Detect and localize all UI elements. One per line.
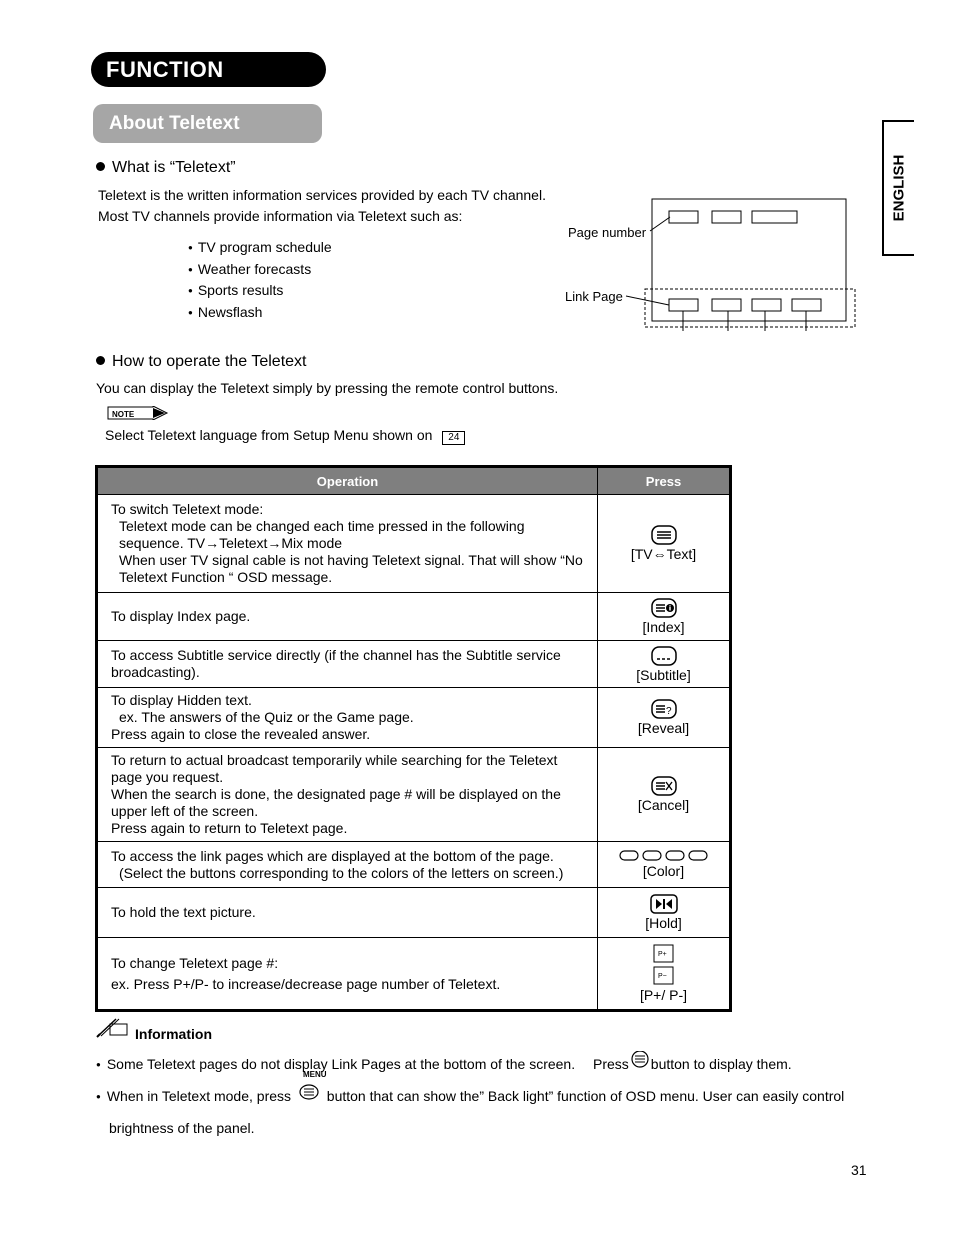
pencil-note-icon bbox=[96, 1016, 130, 1038]
what-is-line2: Most TV channels provide information via Teletext such as: bbox=[98, 208, 463, 224]
table-row bbox=[97, 748, 731, 842]
subsection-banner: About Teletext bbox=[93, 104, 322, 143]
op-line: Press again to return to Teletext page. bbox=[111, 820, 348, 836]
what-is-heading bbox=[96, 159, 236, 177]
op-line: ex. Press P+/P- to increase/decrease page number of Teletext. bbox=[111, 975, 501, 992]
op-line: Press again to close the revealed answer. bbox=[111, 726, 371, 742]
op-line: To access the link pages which are displayed at the bottom of the page. bbox=[111, 847, 554, 864]
page-number: 31 bbox=[851, 1162, 867, 1178]
page-number-box bbox=[669, 211, 698, 223]
info-text: ● Some Teletext pages do not display Link Pages at the bottom of the screen. bbox=[96, 1056, 575, 1072]
hold-icon bbox=[650, 894, 678, 914]
press-label: [Index] bbox=[642, 619, 685, 635]
header-box bbox=[712, 211, 741, 223]
page-number-label: Page number bbox=[568, 225, 647, 240]
cancel-icon bbox=[651, 776, 677, 796]
svg-text:?: ? bbox=[665, 706, 672, 717]
page-number-leader bbox=[650, 217, 670, 231]
table-row bbox=[97, 641, 731, 688]
index-icon bbox=[651, 598, 677, 618]
press-cell bbox=[598, 641, 731, 688]
col-press-header: Press bbox=[598, 467, 731, 495]
op-line: When the search is done, the designated page # will be displayed on the bbox=[111, 786, 561, 802]
note-icon bbox=[107, 406, 169, 420]
press-label: [Hold] bbox=[645, 915, 682, 931]
press-label: [P+/ P-] bbox=[639, 987, 688, 1003]
op-line: To access Subtitle service directly (if the channel has the Subtitle service bbox=[111, 647, 561, 663]
page-up-down-icon bbox=[653, 944, 675, 986]
col-operation-header: Operation bbox=[97, 467, 598, 495]
link-box bbox=[712, 299, 741, 311]
op-line: page you request. bbox=[111, 769, 224, 785]
link-box bbox=[792, 299, 821, 311]
operation-cell bbox=[97, 495, 598, 593]
press-cell bbox=[598, 688, 731, 748]
press-label: [TV⇔Text] bbox=[630, 546, 697, 562]
list-item: ● Newsflash bbox=[188, 304, 262, 320]
info-item-2-continued: brightness of the panel. bbox=[109, 1120, 255, 1136]
info-item-1 bbox=[96, 1051, 792, 1072]
operation-cell bbox=[97, 641, 598, 688]
page-ref-badge: 24 bbox=[442, 431, 465, 445]
press-label: [Cancel] bbox=[637, 797, 690, 813]
information-heading: Information bbox=[135, 1026, 212, 1042]
operations-table bbox=[95, 465, 732, 1012]
press-cell bbox=[598, 495, 731, 593]
op-line: ex. The answers of the Quiz or the Game page. bbox=[119, 709, 414, 725]
operation-cell bbox=[97, 842, 598, 888]
table-row bbox=[97, 593, 731, 641]
bullet-icon bbox=[96, 356, 105, 365]
link-page-label: Link Page bbox=[565, 289, 623, 304]
link-box bbox=[752, 299, 781, 311]
op-line: To switch Teletext mode: bbox=[111, 501, 264, 517]
operation-cell bbox=[97, 748, 598, 842]
note-badge-text: NOTE bbox=[112, 410, 135, 419]
info-text: ● When in Teletext mode, press bbox=[96, 1088, 291, 1104]
how-to-intro: You can display the Teletext simply by pressing the remote control buttons. bbox=[96, 380, 559, 396]
op-line: To display Hidden text. bbox=[111, 692, 252, 708]
color-buttons-icon bbox=[619, 850, 709, 862]
op-line: When user TV signal cable is not having Teletext signal. That will show “No bbox=[119, 552, 583, 568]
op-line: To return to actual broadcast temporarily while searching for the Teletext bbox=[111, 752, 558, 768]
op-line: broadcasting). bbox=[111, 664, 200, 680]
press-cell bbox=[598, 593, 731, 641]
info-item-2 bbox=[96, 1084, 844, 1104]
language-tab-label: ENGLISH bbox=[890, 154, 908, 222]
menu-button-icon bbox=[298, 1084, 320, 1102]
table-row bbox=[97, 495, 731, 593]
operation-cell bbox=[97, 688, 598, 748]
list-item: ● TV program schedule bbox=[188, 239, 332, 255]
how-to-heading bbox=[96, 353, 307, 371]
info-text: button that can show the” Back light” function of OSD menu. User can easily control bbox=[326, 1088, 845, 1104]
header-box bbox=[752, 211, 797, 223]
section-banner: FUNCTION bbox=[91, 52, 326, 87]
teletext-icon bbox=[651, 525, 677, 545]
op-line: To change Teletext page #: bbox=[111, 954, 279, 971]
language-tab bbox=[882, 120, 914, 256]
op-line: Teletext mode can be changed each time pressed in the following bbox=[119, 518, 525, 534]
page-up-label: P+ bbox=[657, 951, 667, 958]
teletext-screen-diagram bbox=[560, 195, 860, 335]
link-page-leader bbox=[626, 296, 669, 305]
note-text bbox=[105, 427, 465, 445]
screen-outline bbox=[652, 199, 846, 321]
link-box bbox=[669, 299, 698, 311]
what-is-heading-text: What is “Teletext” bbox=[112, 159, 236, 176]
subtitle-icon bbox=[651, 646, 677, 666]
reveal-icon bbox=[651, 699, 677, 719]
op-line: (Select the buttons corresponding to the colors of the letters on screen.) bbox=[119, 864, 564, 881]
menu-label: MENU bbox=[303, 1070, 327, 1079]
op-line: Teletext Function “ OSD message. bbox=[119, 569, 333, 585]
op-line: To display Index page. bbox=[111, 608, 251, 624]
operation-cell bbox=[97, 593, 598, 641]
note-text-body: Select Teletext language from Setup Menu shown on bbox=[105, 427, 433, 443]
press-cell bbox=[598, 842, 731, 888]
press-label: [Reveal] bbox=[637, 720, 690, 736]
list-item: ● Weather forecasts bbox=[188, 261, 311, 277]
table-row bbox=[97, 938, 731, 1011]
press-label: [Subtitle] bbox=[636, 666, 691, 683]
info-text: button to display them. bbox=[650, 1056, 792, 1072]
bullet-icon bbox=[96, 162, 105, 171]
page-down-label: P− bbox=[657, 973, 667, 980]
table-row bbox=[97, 688, 731, 748]
table-row bbox=[97, 842, 731, 888]
press-cell bbox=[598, 888, 731, 938]
how-to-heading-text: How to operate the Teletext bbox=[112, 353, 307, 370]
teletext-icon bbox=[630, 1051, 650, 1071]
press-cell bbox=[598, 748, 731, 842]
what-is-line1: Teletext is the written information services provided by each TV channel. bbox=[98, 187, 546, 203]
operation-cell bbox=[97, 888, 598, 938]
press-cell bbox=[598, 938, 731, 1011]
op-line: upper left of the screen. bbox=[111, 803, 259, 819]
op-line: To hold the text picture. bbox=[111, 904, 256, 920]
press-label: [Color] bbox=[642, 863, 685, 879]
operation-cell bbox=[97, 938, 598, 1011]
info-text: Press bbox=[593, 1056, 629, 1072]
list-item: ● Sports results bbox=[188, 282, 283, 298]
table-row bbox=[97, 888, 731, 938]
op-line: sequence. TV→Teletext→Mix mode bbox=[119, 535, 343, 551]
